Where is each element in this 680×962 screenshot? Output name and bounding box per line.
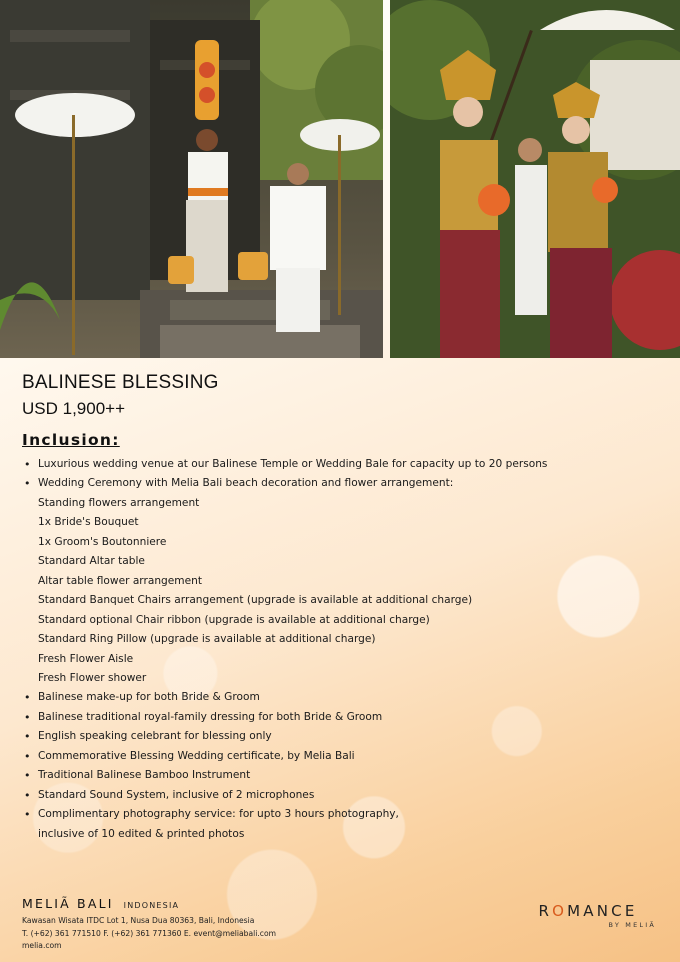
hotel-brand (22, 896, 179, 911)
package-title: BALINESE BLESSING (22, 372, 219, 393)
romance-letters-mance: MANCE (567, 902, 638, 920)
inclusion-item: • Standard Sound System, inclusive of 2 microphones (22, 786, 662, 805)
inclusion-sub-item: Standard Ring Pillow (upgrade is available at additional charge) (38, 633, 376, 646)
inclusion-sub-item: Altar table flower arrangement (38, 574, 202, 587)
inclusion-item: • Traditional Balinese Bamboo Instrument (22, 766, 662, 785)
inclusion-sub-item: Standard Altar table (38, 555, 145, 568)
inclusion-item: • Balinese traditional royal-family dressing for both Bride & Groom (22, 708, 662, 727)
balinese-royal-couple-photo-icon (390, 0, 680, 358)
inclusion-item: • Complimentary photography service: for upto 3 hours photography, (22, 805, 662, 824)
temple-couple-photo (0, 0, 383, 358)
contact-line: T. (+62) 361 771510 F. (+62) 361 771360 E. event@meliabali.com (22, 928, 277, 938)
inclusion-item: • Luxurious wedding venue at our Balinese Temple or Wedding Bale for capacity up to 20 persons (22, 455, 662, 474)
inclusion-sub-item: inclusive of 10 edited & printed photos (38, 827, 245, 840)
inclusion-item: • English speaking celebrant for blessing only (22, 727, 662, 746)
inclusion-list (22, 455, 662, 844)
inclusion-item: • Balinese make-up for both Bride & Groom (22, 688, 662, 707)
brand-region: INDONESIA (123, 901, 180, 910)
website-link[interactable]: melia.com (22, 941, 62, 950)
romance-o-mark: O (552, 902, 568, 920)
balinese-temple-couple-photo-icon (0, 0, 383, 358)
inclusion-sub-item: Standing flowers arrangement (38, 496, 200, 509)
inclusion-sub-item: Standard optional Chair ribbon (upgrade is available at additional charge) (38, 613, 430, 626)
hotel-address (22, 915, 276, 953)
inclusion-heading: Inclusion: (22, 431, 120, 449)
brand-name: MELIÃ BALI (22, 896, 114, 911)
package-price: USD 1,900++ (22, 399, 126, 418)
romance-subtitle: BY MELIÃ (608, 921, 656, 929)
inclusion-sub-item: Fresh Flower shower (38, 671, 147, 684)
romance-wordmark (518, 902, 658, 920)
inclusion-sub-item: Fresh Flower Aisle (38, 652, 134, 665)
address-line: Kawasan Wisata ITDC Lot 1, Nusa Dua 80363, Bali, Indonesia (22, 916, 255, 925)
inclusion-sub-item: 1x Bride's Bouquet (38, 516, 139, 529)
royal-couple-photo (390, 0, 680, 358)
romance-letter-r: R (538, 902, 553, 920)
inclusion-item: • Commemorative Blessing Wedding certificate, by Melia Bali (22, 747, 662, 766)
inclusion-sub-item: Standard Banquet Chairs arrangement (upgrade is available at additional charge) (38, 594, 473, 607)
romance-by-melia-logo (518, 902, 658, 929)
inclusion-sub-item: 1x Groom's Boutonniere (38, 535, 167, 548)
inclusion-item: • Wedding Ceremony with Melia Bali beach decoration and flower arrangement: (22, 474, 662, 493)
